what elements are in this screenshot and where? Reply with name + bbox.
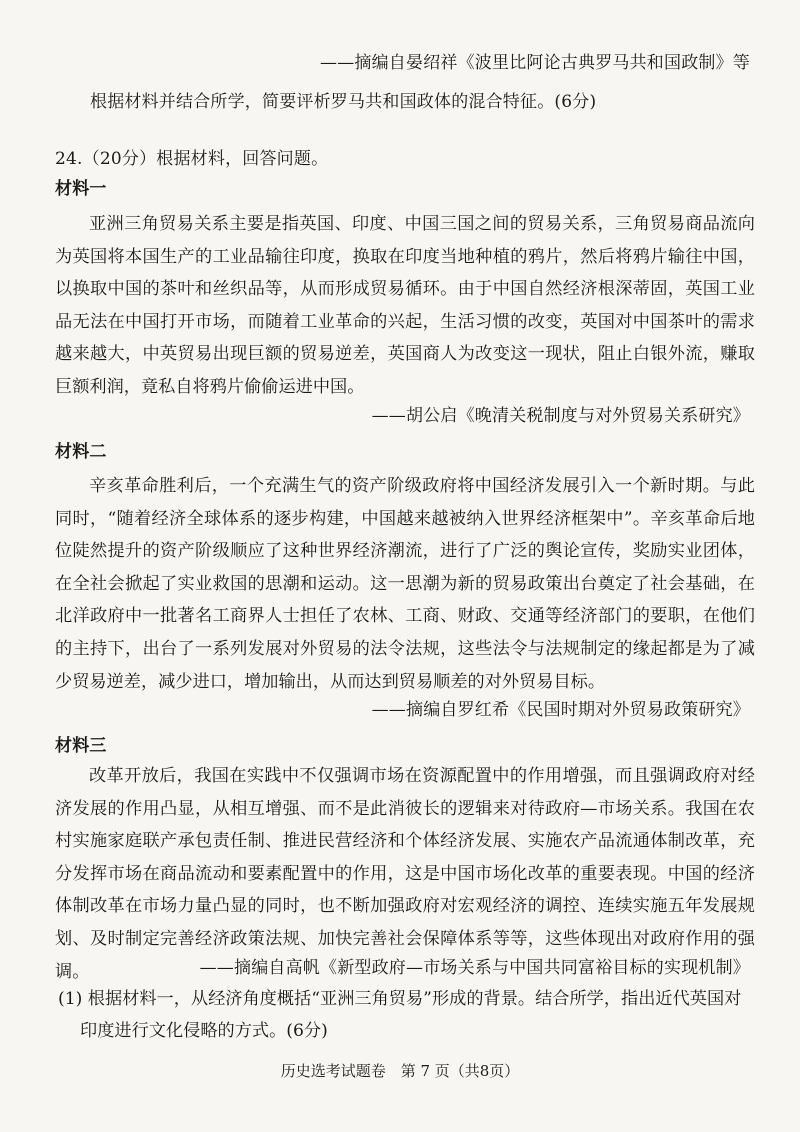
question-24-header: 24.（20分）根据材料，回答问题。: [55, 149, 329, 169]
prev-source-citation: ——摘编自晏绍祥《波里比阿论古典罗马共和国政制》等: [320, 53, 750, 73]
material-3-title: 材料三: [55, 736, 107, 756]
material-2-source: ——摘编自罗红希《民国时期对外贸易政策研究》: [371, 700, 750, 720]
material-2-title: 材料二: [55, 442, 107, 462]
material-1-text: 亚洲三角贸易关系主要是指英国、印度、中国三国之间的贸易关系，三角贸易商品流向为英国将本国生产的工业品输往印度，换取在印度当地种植的鸦片，然后将鸦片输往中国，以换取中国的茶叶和丝织品等，从而形成贸易循环。由于中国自然经济根深蒂固，英国工业品无法在中国打开市场，而随着工业革命的兴起，生活习惯的改变，英国对中国茶叶的需求越来越大，中英贸易出现巨额的贸易逆差，英国商人为改变这一现状，阻止白银外流，赚取巨额利润，竟私自将鸦片偷偷运进中国。: [55, 214, 755, 397]
prev-question-prompt: 根据材料并结合所学，简要评析罗马共和国政体的混合特征。(6分): [90, 92, 597, 112]
page-footer: 历史选考试题卷 第 7 页（共8页）: [280, 1062, 520, 1080]
material-1-title: 材料一: [55, 179, 107, 199]
material-2-text: 辛亥革命胜利后，一个充满生气的资产阶级政府将中国经济发展引入一个新时期。与此同时，“随着经济全球体系的逐步构建，中国越来越被纳入世界经济框架中”。辛亥革命后地位陡然提升的资产阶级顺应了这种世界经济潮流，进行了广泛的舆论宣传，奖励实业团体，在全社会掀起了实业救国的思潮和运动。这一思潮为新的贸易政策出台奠定了社会基础，在北洋政府中一批著名工商界人士担任了农林、工商、财政、交通等经济部门的要职，在他们的主持下，出台了一系列发展对外贸易的法令法规，这些法令与法规制定的缘起都是为了减少贸易逆差，减少进口，增加输出，从而达到贸易顺差的对外贸易目标。: [55, 476, 755, 692]
material-1-source: ——胡公启《晚清关税制度与对外贸易关系研究》: [371, 406, 750, 426]
sub-question-1-line-2: 印度进行文化侵略的方式。(6分): [80, 1021, 328, 1041]
material-3-text: 改革开放后，我国在实践中不仅强调市场在资源配置中的作用增强，而且强调政府对经济发展的作用凸显，从相互增强、而不是此消彼长的逻辑来对待政府—市场关系。我国在农村实施家庭联产承包责任制、推进民营经济和个体经济发展、实施农产品流通体制改革，充分发挥市场在商品流动和要素配置中的作用，这是中国市场化改革的重要表现。中国的经济体制改革在市场力量凸显的同时，也不断加强政府对宏观经济的调控、连续实施五年发展规划、及时制定完善经济政策法规、加快完善社会保障体系等等，这些体现出对政府作用的强调。: [55, 766, 755, 982]
material-3-source: ——摘编自高帆《新型政府—市场关系与中国共同富裕目标的实现机制》: [199, 958, 750, 978]
sub-question-1: [58, 983, 770, 1047]
sub-question-1-line-1: (1) 根据材料一，从经济角度概括“亚洲三角贸易”形成的背景。结合所学，指出近代英国对: [58, 989, 742, 1009]
